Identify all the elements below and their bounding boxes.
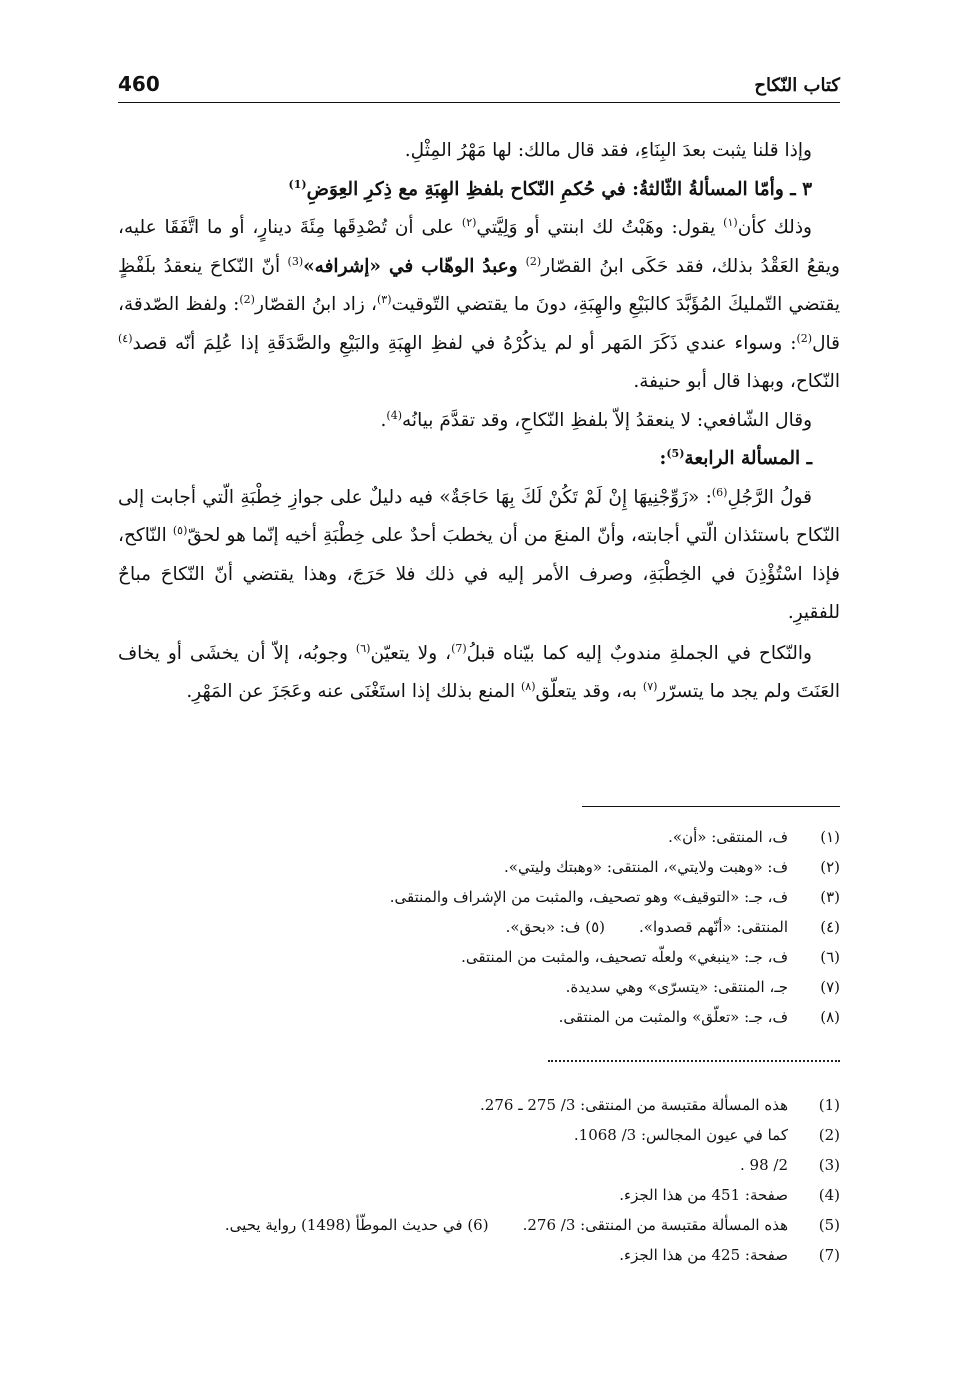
- footnote-item: (1) هذه المسألة مقتبسة من المنتقى: 3/ 275 ـ 276.: [480, 1096, 840, 1114]
- footnote-item: (٦) ف، جـ: «ينبغي» ولعلّه تصحيف، والمثبت من المنتقى.: [461, 948, 840, 966]
- running-title: كتاب النّكاح: [754, 75, 840, 96]
- editor-footnotes: [118, 822, 840, 1032]
- footnote-ref: (2): [796, 331, 813, 345]
- footnote-ref: (2): [525, 254, 542, 268]
- paragraph-3: وذلك كأن$^{(١)}$ يقول: وهَبْتُ لك ابنتي أو وَلِيَّتي$^{(٢)}$ على أن تُصْدِقَها مِئَةَ دينارٍ، أو ما اتَّفَقَا عليه، ويقعُ العَقْدُ بذلك، فقد حَكَى ابنُ القصّار$^{(2)}$ وعبدُ الوهّاب في «إشرافه»$^{(3)}$ أنّ النّكاحَ ينعقدُ بلَفْظٍ يقتضي التّمليكَ المُؤَبَّدَ كالبَيْعِ والهِبَةِ، دونَ ما يقتضي التّوقيت$^{(٣)}$، زاد ابنُ القصّار$^{(2)}$: ولفظ الصّدقة، قال$^{(2)}$: وسواء عندي ذَكَرَ المَهر أو لم يذكُرْهُ في لفظِ الهِبَةِ والبَيْعِ والصَّدَقَةِ إذا عُلِمَ أنّه قصد$^{(٤)}$ النّكاح، وبهذا قال أبو حنيفة.: [118, 215, 840, 392]
- main-text: [118, 132, 840, 712]
- footnote-ref: (١): [723, 215, 738, 229]
- page-header: [118, 72, 840, 103]
- footnote-divider: [582, 806, 840, 807]
- footnote-ref: (6): [711, 485, 728, 499]
- footnote-ref: (٨): [520, 679, 536, 693]
- footnote-item: (٣) ف، جـ: «التوقيف» وهو تصحيف، والمثبت من الإشراف والمنتقى.: [389, 888, 840, 906]
- dotted-divider: [548, 1060, 840, 1062]
- source-footnotes: [118, 1090, 840, 1270]
- footnote-ref: (٦): [355, 641, 371, 655]
- footnote-item: (٢) ف: «وهبت ولايتي»، المنتقى: «وهبتك وليتي».: [504, 858, 840, 876]
- footnote-ref: (٧): [642, 679, 658, 693]
- footnote-ref: (٥): [172, 523, 188, 537]
- footnote-ref: (4): [386, 408, 402, 422]
- footnote-item: (5) هذه المسألة مقتبسة من المنتقى: 3/ 276.(6) في حديث الموطّأ (1498) رواية يحيى.: [224, 1216, 840, 1234]
- footnote-item: (٧) جـ، المنتقى: «يتسرّى» وهي سديدة.: [565, 978, 840, 996]
- paragraph-4: وقال الشّافعي: لا ينعقدُ إلاّ بلفظِ النّكاحِ، وقد تقدَّمَ بيانُه$^{(4)}$.: [380, 408, 812, 431]
- footnote-ref: (٢): [461, 215, 477, 229]
- footnote-item: (3) 2/ 98 .: [739, 1156, 840, 1174]
- footnote-ref: (2): [239, 292, 255, 306]
- footnote-ref: (1): [288, 177, 307, 191]
- footnote-item: (١) ف، المنتقى: «أن».: [668, 828, 840, 846]
- paragraph-6: قولُ الرَّجُلِ$^{(6)}$: «زَوِّجْنِيهَا إِنْ لَمْ تَكُنْ لَكَ بِهَا حَاجَةٌ» فيه دليلٌ على جوازِ خِطْبَةِ الّتي أجابت إلى النّكاح باستئذان الّتي أجابته، وأنّ المنعَ من أن يخطبَ أحدٌ على خِطْبَةِ أخيه إنّما هو لحقّ$^{(٥)}$ النّاكح، فإذا اسْتُؤْذِنَ في الخِطْبَةِ، وصرف الأمر إليه في ذلك فلا حَرَجَ، وهذا يقتضي أنّ النّكاحَ مباحٌ للفقيرِ.: [118, 485, 840, 623]
- footnote-item: (٤) المنتقى: «أنّهم قصدوا».(٥) ف: «بحق».: [505, 918, 840, 936]
- paragraph-7: والنّكاح في الجملةِ مندوبٌ إليه كما بيّناه قبلُ$^{(7)}$، ولا يتعيّن$^{(٦)}$ وجوبُه، إلاّ أن يخشَى أو يخاف العَنَتَ ولم يجد ما يتسرّر$^{(٧)}$ به، وقد يتعلّق$^{(٨)}$ المنع بذلك إذا استَغْنَى عنه وعَجَزَ عن المَهْرِ.: [118, 641, 840, 702]
- footnote-item: (٨) ف، جـ: «تعلّق» والمثبت من المنتقى.: [558, 1008, 840, 1026]
- paragraph-1: وإذا قلنا يثبت بعدَ البِنَاءِ، فقد قال مالك: لها مَهْرُ المِثْلِ.: [404, 140, 812, 161]
- page-number: 460: [118, 72, 160, 96]
- footnote-ref: (7): [451, 641, 467, 655]
- footnote-ref: (5): [666, 446, 685, 460]
- footnote-item: (2) كما في عيون المجالس: 3/ 1068.: [573, 1126, 840, 1144]
- footnote-ref: (3): [287, 254, 304, 268]
- footnote-ref: (٣): [376, 292, 392, 306]
- footnote-item: (4) صفحة: 451 من هذا الجزء.: [619, 1186, 840, 1204]
- section-heading-4: ـ المسألة الرابعة$^{(5)}$:: [659, 446, 812, 469]
- section-heading-3: ٣ ـ وأمّا المسألةُ الثّالثةُ: في حُكمِ النّكاح بلفظِ الهِبَةِ مع ذِكرِ العِوَضِ$^{(1)}$: [288, 177, 812, 200]
- footnote-item: (7) صفحة: 425 من هذا الجزء.: [619, 1246, 840, 1264]
- footnote-ref: (٤): [118, 331, 133, 345]
